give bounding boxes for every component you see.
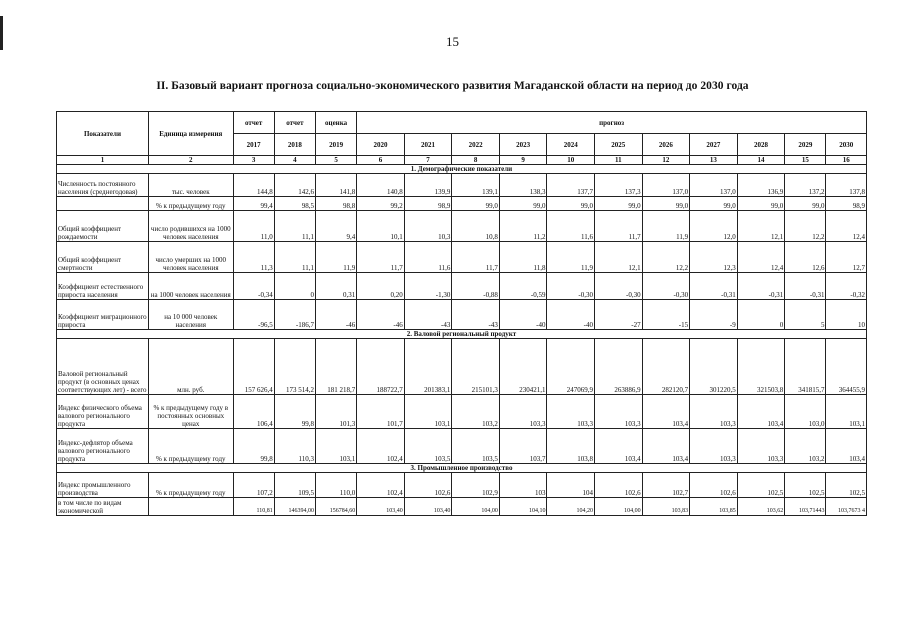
value-cell: -96,5 — [233, 300, 274, 330]
header-year: 2019 — [315, 134, 356, 156]
unit-cell — [148, 498, 233, 516]
value-cell: 99,8 — [274, 395, 315, 429]
value-cell: 10,1 — [357, 211, 405, 242]
unit-cell: на 1000 человек населения — [148, 273, 233, 300]
value-cell: -0,32 — [826, 273, 867, 300]
value-cell: 0 — [274, 273, 315, 300]
value-cell: -43 — [404, 300, 452, 330]
header-year: 2017 — [233, 134, 274, 156]
value-cell: 103,2 — [452, 395, 500, 429]
value-cell: 9,4 — [315, 211, 356, 242]
value-cell: 103,4 — [642, 395, 690, 429]
value-cell: 99,2 — [357, 197, 405, 211]
unit-cell: % к предыдущему году — [148, 429, 233, 464]
value-cell: 12,2 — [785, 211, 826, 242]
value-cell: 102,4 — [357, 473, 405, 498]
value-cell: 137,0 — [690, 174, 738, 197]
value-cell: 341815,7 — [785, 339, 826, 395]
value-cell: 146394,00 — [274, 498, 315, 516]
indicator-cell: Общий коэффициент рождаемости — [57, 211, 149, 242]
column-number: 2 — [148, 156, 233, 165]
value-cell: 263886,9 — [595, 339, 643, 395]
value-cell: -0,31 — [737, 273, 785, 300]
table-row — [57, 242, 867, 273]
column-number: 10 — [547, 156, 595, 165]
value-cell: -40 — [547, 300, 595, 330]
value-cell: 139,1 — [452, 174, 500, 197]
value-cell: 12,6 — [785, 242, 826, 273]
header-group-estimate: оценка — [315, 112, 356, 134]
value-cell: 181 218,7 — [315, 339, 356, 395]
header-year: 2024 — [547, 134, 595, 156]
value-cell: 103,40 — [404, 498, 452, 516]
value-cell: 98,9 — [404, 197, 452, 211]
table-row — [57, 395, 867, 429]
value-cell: 99,0 — [595, 197, 643, 211]
value-cell: 103,8 — [547, 429, 595, 464]
value-cell: -0,31 — [690, 273, 738, 300]
value-cell: -43 — [452, 300, 500, 330]
value-cell: 11,7 — [452, 242, 500, 273]
value-cell: 0,31 — [315, 273, 356, 300]
table-row — [57, 339, 867, 395]
forecast-table — [56, 111, 867, 516]
value-cell: 104,00 — [452, 498, 500, 516]
value-cell: 103,7 — [499, 429, 547, 464]
header-year: 2025 — [595, 134, 643, 156]
value-cell: 103,3 — [499, 395, 547, 429]
value-cell: -1,30 — [404, 273, 452, 300]
header-year: 2021 — [404, 134, 452, 156]
value-cell: 110,3 — [274, 429, 315, 464]
unit-cell: тыс. человек — [148, 174, 233, 197]
value-cell: 103,4 — [595, 429, 643, 464]
value-cell: 99,0 — [785, 197, 826, 211]
value-cell: 98,9 — [826, 197, 867, 211]
value-cell: 104,10 — [499, 498, 547, 516]
header-indicators: Показатели — [57, 112, 149, 156]
value-cell: 11,2 — [499, 211, 547, 242]
value-cell: 103,3 — [547, 395, 595, 429]
indicator-cell: Индекс промышленного производства — [57, 473, 149, 498]
value-cell: 201383,1 — [404, 339, 452, 395]
value-cell: 12,4 — [826, 211, 867, 242]
value-cell: 11,0 — [233, 211, 274, 242]
table-row — [57, 498, 867, 516]
value-cell: 11,9 — [547, 242, 595, 273]
value-cell: 110,0 — [315, 473, 356, 498]
indicator-cell: Индекс-дефлятор объема валового регионального продукта — [57, 429, 149, 464]
indicator-cell: Индекс физического объема валового регионального продукта — [57, 395, 149, 429]
value-cell: -15 — [642, 300, 690, 330]
unit-cell: % к предыдущему году — [148, 197, 233, 211]
indicator-cell: в том числе по видам экономической — [57, 498, 149, 516]
column-number: 15 — [785, 156, 826, 165]
column-number: 14 — [737, 156, 785, 165]
column-number: 11 — [595, 156, 643, 165]
section-title: 3. Промышленное производство — [57, 464, 867, 473]
value-cell: -40 — [499, 300, 547, 330]
unit-cell: % к предыдущему году в постоянных основных ценах — [148, 395, 233, 429]
value-cell: 12,3 — [690, 242, 738, 273]
header-unit: Единица измерения — [148, 112, 233, 156]
value-cell: 5 — [785, 300, 826, 330]
value-cell: 137,7 — [547, 174, 595, 197]
indicator-cell: Валовой региональный продукт (в основных ценах соответствующих лет) - всего — [57, 339, 149, 395]
value-cell: 321503,8 — [737, 339, 785, 395]
value-cell: 156784,60 — [315, 498, 356, 516]
header-year: 2027 — [690, 134, 738, 156]
header-year: 2030 — [826, 134, 867, 156]
value-cell: 140,8 — [357, 174, 405, 197]
value-cell: 136,9 — [737, 174, 785, 197]
value-cell: 12,2 — [642, 242, 690, 273]
value-cell: 12,4 — [737, 242, 785, 273]
value-cell: 102,5 — [826, 473, 867, 498]
value-cell: 137,8 — [826, 174, 867, 197]
table-row — [57, 473, 867, 498]
column-number: 4 — [274, 156, 315, 165]
value-cell: 141,8 — [315, 174, 356, 197]
table-row — [57, 273, 867, 300]
column-number: 5 — [315, 156, 356, 165]
value-cell: 11,7 — [357, 242, 405, 273]
column-number: 9 — [499, 156, 547, 165]
value-cell: 11,6 — [547, 211, 595, 242]
value-cell: -46 — [357, 300, 405, 330]
value-cell: 11,8 — [499, 242, 547, 273]
value-cell: 12,1 — [595, 242, 643, 273]
table-row — [57, 429, 867, 464]
value-cell: 103,3 — [690, 429, 738, 464]
value-cell: 103,62 — [737, 498, 785, 516]
unit-cell: на 10 000 человек населения — [148, 300, 233, 330]
header-year: 2029 — [785, 134, 826, 156]
value-cell: -0,88 — [452, 273, 500, 300]
value-cell: -0,30 — [642, 273, 690, 300]
value-cell: 11,3 — [233, 242, 274, 273]
value-cell: 98,5 — [274, 197, 315, 211]
value-cell: 138,3 — [499, 174, 547, 197]
value-cell: 137,3 — [595, 174, 643, 197]
value-cell: 106,4 — [233, 395, 274, 429]
table-row — [57, 197, 867, 211]
value-cell: 109,5 — [274, 473, 315, 498]
value-cell: 137,2 — [785, 174, 826, 197]
value-cell: 103,3 — [690, 395, 738, 429]
indicator-cell: Общий коэффициент смертности — [57, 242, 149, 273]
value-cell: -0,30 — [595, 273, 643, 300]
value-cell: 102,9 — [452, 473, 500, 498]
value-cell: 10,8 — [452, 211, 500, 242]
value-cell: 301220,5 — [690, 339, 738, 395]
value-cell: 173 514,2 — [274, 339, 315, 395]
value-cell: 103,1 — [315, 429, 356, 464]
value-cell: -46 — [315, 300, 356, 330]
section-title: 1. Демографические показатели — [57, 165, 867, 174]
header-year: 2018 — [274, 134, 315, 156]
value-cell: 0 — [737, 300, 785, 330]
value-cell: 102,4 — [357, 429, 405, 464]
value-cell: 103,4 — [826, 429, 867, 464]
value-cell: 99,8 — [233, 429, 274, 464]
header-year: 2028 — [737, 134, 785, 156]
value-cell: 103,1 — [404, 395, 452, 429]
value-cell: 12,0 — [690, 211, 738, 242]
value-cell: 103,3 — [595, 395, 643, 429]
value-cell: 98,8 — [315, 197, 356, 211]
value-cell: -186,7 — [274, 300, 315, 330]
value-cell: 364455,9 — [826, 339, 867, 395]
value-cell: 101,7 — [357, 395, 405, 429]
value-cell: 103,2 — [785, 429, 826, 464]
value-cell: 103,0 — [785, 395, 826, 429]
column-number: 13 — [690, 156, 738, 165]
value-cell: 99,4 — [233, 197, 274, 211]
value-cell: 103,5 — [452, 429, 500, 464]
value-cell: 104,20 — [547, 498, 595, 516]
indicator-cell: Численность постоянного населения (среднегодовая) — [57, 174, 149, 197]
value-cell: 282120,7 — [642, 339, 690, 395]
value-cell: 142,6 — [274, 174, 315, 197]
value-cell: -0,59 — [499, 273, 547, 300]
value-cell: 11,9 — [642, 211, 690, 242]
value-cell: -0,30 — [547, 273, 595, 300]
column-number: 1 — [57, 156, 149, 165]
value-cell: 11,1 — [274, 211, 315, 242]
value-cell: 102,6 — [595, 473, 643, 498]
value-cell: 99,0 — [547, 197, 595, 211]
header-group-report: отчет — [233, 112, 274, 134]
value-cell: 144,8 — [233, 174, 274, 197]
value-cell: 230421,1 — [499, 339, 547, 395]
value-cell: 107,2 — [233, 473, 274, 498]
indicator-cell — [57, 197, 149, 211]
indicator-cell: Коэффициент естественного прироста населения — [57, 273, 149, 300]
value-cell: -27 — [595, 300, 643, 330]
value-cell: -9 — [690, 300, 738, 330]
value-cell: 103,1 — [826, 395, 867, 429]
column-number: 12 — [642, 156, 690, 165]
header-year: 2026 — [642, 134, 690, 156]
table-row — [57, 211, 867, 242]
value-cell: 103,4 — [737, 395, 785, 429]
value-cell: 99,0 — [642, 197, 690, 211]
value-cell: 103,71443 — [785, 498, 826, 516]
value-cell: 188722,7 — [357, 339, 405, 395]
value-cell: 104 — [547, 473, 595, 498]
value-cell: 103,85 — [690, 498, 738, 516]
value-cell: 99,0 — [452, 197, 500, 211]
value-cell: -0,31 — [785, 273, 826, 300]
table-body — [57, 165, 867, 516]
unit-cell: млн. руб. — [148, 339, 233, 395]
value-cell: 10,3 — [404, 211, 452, 242]
value-cell: 102,7 — [642, 473, 690, 498]
section-title: 2. Валовой региональный продукт — [57, 330, 867, 339]
column-number: 16 — [826, 156, 867, 165]
indicator-cell: Коэффициент миграционного прироста — [57, 300, 149, 330]
value-cell: 102,5 — [785, 473, 826, 498]
value-cell: 103,5 — [404, 429, 452, 464]
value-cell: 247069,9 — [547, 339, 595, 395]
value-cell: 11,7 — [595, 211, 643, 242]
value-cell: 12,7 — [826, 242, 867, 273]
value-cell: 157 626,4 — [233, 339, 274, 395]
value-cell: 110,81 — [233, 498, 274, 516]
value-cell: 10 — [826, 300, 867, 330]
value-cell: 102,6 — [404, 473, 452, 498]
table-row — [57, 300, 867, 330]
table-row — [57, 174, 867, 197]
header-year: 2023 — [499, 134, 547, 156]
value-cell: 99,0 — [499, 197, 547, 211]
column-number: 8 — [452, 156, 500, 165]
value-cell: 0,20 — [357, 273, 405, 300]
value-cell: 11,6 — [404, 242, 452, 273]
value-cell: 11,1 — [274, 242, 315, 273]
column-number: 3 — [233, 156, 274, 165]
value-cell: 104,00 — [595, 498, 643, 516]
value-cell: 103,7673 4 — [826, 498, 867, 516]
value-cell: 99,0 — [690, 197, 738, 211]
value-cell: 103,4 — [642, 429, 690, 464]
value-cell: 103,83 — [642, 498, 690, 516]
value-cell: 215101,3 — [452, 339, 500, 395]
column-number: 6 — [357, 156, 405, 165]
value-cell: 99,0 — [737, 197, 785, 211]
header-group-forecast: прогноз — [357, 112, 867, 134]
column-number: 7 — [404, 156, 452, 165]
unit-cell: число умерших на 1000 человек населения — [148, 242, 233, 273]
value-cell: 102,6 — [690, 473, 738, 498]
value-cell: 102,5 — [737, 473, 785, 498]
value-cell: 11,9 — [315, 242, 356, 273]
document-title: II. Базовый вариант прогноза социально-экономического развития Магаданской области на период до 2030 года — [156, 80, 749, 92]
value-cell: 139,9 — [404, 174, 452, 197]
unit-cell: % к предыдущему году — [148, 473, 233, 498]
value-cell: 101,3 — [315, 395, 356, 429]
value-cell: 103,3 — [737, 429, 785, 464]
unit-cell: число родившихся на 1000 человек населения — [148, 211, 233, 242]
header-group-report: отчет — [274, 112, 315, 134]
value-cell: 103 — [499, 473, 547, 498]
header-year: 2022 — [452, 134, 500, 156]
value-cell: 12,1 — [737, 211, 785, 242]
header-year: 2020 — [357, 134, 405, 156]
value-cell: 103,40 — [357, 498, 405, 516]
value-cell: 137,0 — [642, 174, 690, 197]
page-number: 15 — [446, 34, 459, 49]
value-cell: -0,34 — [233, 273, 274, 300]
